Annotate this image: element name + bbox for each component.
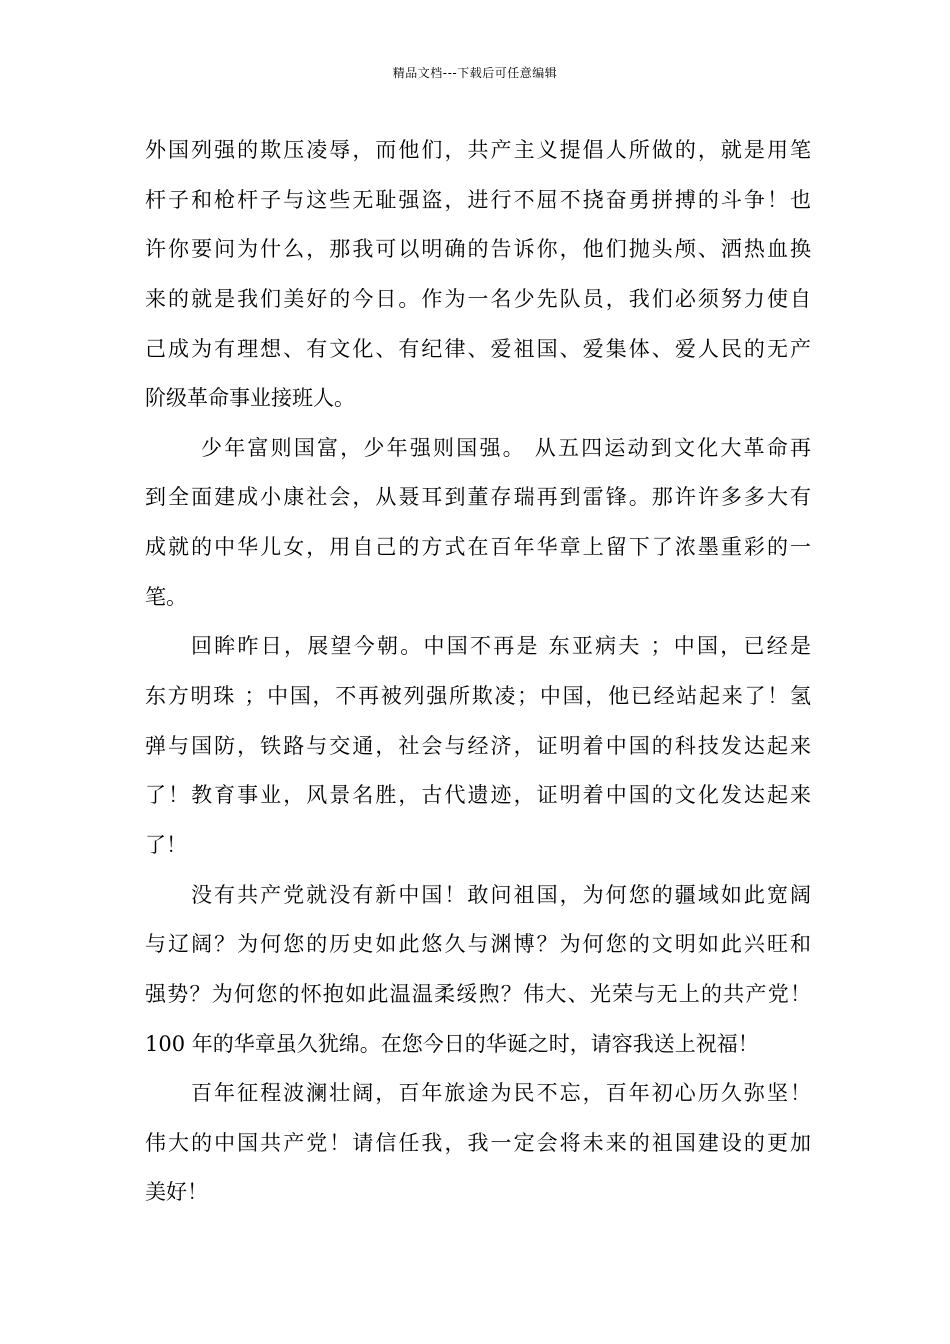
text-line: 美好！: [145, 1180, 208, 1205]
page-header: 精品文档---下载后可任意编辑: [392, 66, 558, 80]
text-line: 东方明珠 ；中国，不再被列强所欺凌；中国，他已经站起来了！氢: [145, 684, 811, 709]
text-line: 成就的中华儿女，用自己的方式在百年华章上留下了浓墨重彩的一: [145, 535, 811, 560]
text-line: 弹与国防，铁路与交通，社会与经济，证明着中国的科技发达起来: [145, 733, 811, 758]
text-line: 少年富则国富，少年强则国强。 从五四运动到文化大革命再: [201, 435, 811, 460]
text-line: 了！: [145, 832, 187, 857]
text-line: 强势？为何您的怀抱如此温温柔绥煦？伟大、光荣与无上的共产党！: [145, 981, 811, 1006]
text-line: 伟大的中国共产党！请信任我，我一定会将未来的祖国建设的更加: [145, 1130, 811, 1155]
text-line: 与辽阔？为何您的历史如此悠久与渊博？为何您的文明如此兴旺和: [145, 932, 811, 957]
text-line: 没有共产党就没有新中国！敢问祖国，为何您的疆域如此宽阔: [191, 882, 811, 907]
text-line: 杆子和枪杆子与这些无耻强盗，进行不屈不挠奋勇拼搏的斗争！也: [145, 187, 811, 212]
text-line: 笔。: [145, 584, 187, 609]
text-line: 外国列强的欺压凌辱，而他们，共产主义提倡人所做的，就是用笔: [145, 138, 811, 162]
text-line: 己成为有理想、有文化、有纪律、爱祖国、爱集体、爱人民的无产: [145, 336, 811, 361]
text-line: 了！教育事业，风景名胜，古代遗迹，证明着中国的文化发达起来: [145, 783, 811, 808]
text-line: 百年征程波澜壮阔，百年旅途为民不忘，百年初心历久弥坚！: [191, 1081, 811, 1106]
text-line: 到全面建成小康社会，从聂耳到董存瑞再到雷锋。那许许多多大有: [145, 485, 811, 510]
text-line: 回眸昨日，展望今朝。中国不再是 东亚病夫 ；中国，已经是: [191, 634, 811, 659]
text-line: 来的就是我们美好的今日。作为一名少先队员，我们必须努力使自: [145, 286, 811, 311]
document-body: [145, 126, 811, 1218]
text-line: 许你要问为什么，那我可以明确的告诉你，他们抛头颅、洒热血换: [145, 237, 811, 262]
text-line: 100 年的华章虽久犹绵。在您今日的华诞之时，请容我送上祝福！: [145, 1031, 759, 1056]
text-line: 阶级革命事业接班人。: [145, 386, 355, 411]
